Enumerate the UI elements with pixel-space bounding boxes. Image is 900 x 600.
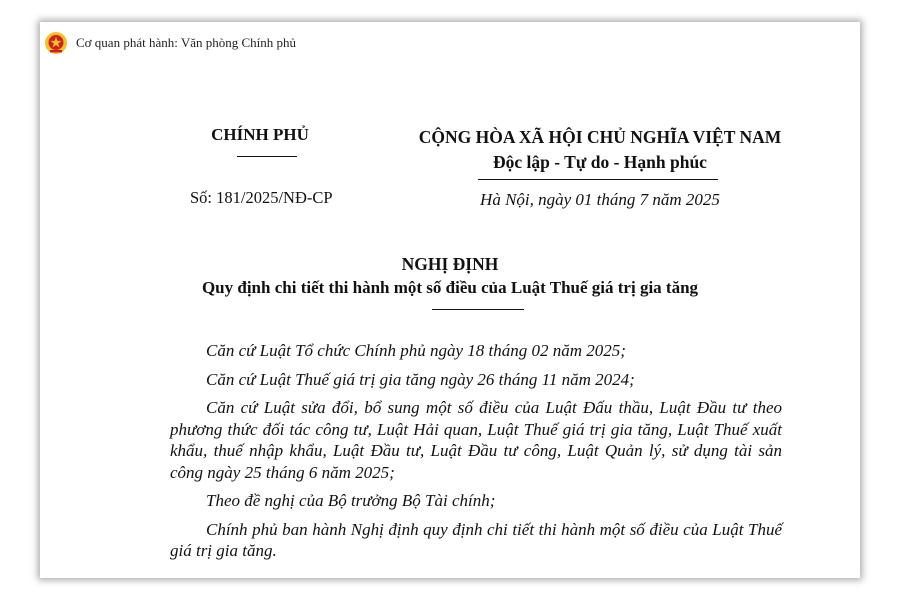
basis-paragraph: Theo đề nghị của Bộ trưởng Bộ Tài chính;	[206, 491, 496, 510]
legal-basis	[170, 340, 782, 569]
place-date: Hà Nội, ngày 01 tháng 7 năm 2025	[480, 190, 720, 209]
national-motto: Độc lập - Tự do - Hạnh phúc	[493, 152, 707, 172]
basis-paragraph: Căn cứ Luật Thuế giá trị gia tăng ngày 26 tháng 11 năm 2024;	[206, 369, 635, 389]
subject-underline	[432, 309, 524, 310]
basis-paragraph: Chính phủ ban hành Nghị định quy định chi tiết thi hành một số điều của Luật Thuế giá trị gia tăng.	[170, 519, 782, 560]
issuing-agency: CHÍNH PHỦ	[211, 125, 309, 144]
agency-underline	[237, 156, 297, 157]
document-type: NGHỊ ĐỊNH	[401, 254, 499, 274]
national-emblem-icon	[44, 31, 68, 55]
document-number: Số: 181/2025/NĐ-CP	[190, 188, 333, 207]
basis-paragraph: Căn cứ Luật sửa đổi, bổ sung một số điều của Luật Đấu thầu, Luật Đầu tư theo phương thức đối tác công tư, Luật Hải quan, Luật Thuế giá trị gia tăng, Luật Thuế xuất khẩu, thuế nhập khẩu, Luật Đầu tư, Luật Đầu tư công, Luật Quản lý, sử dụng tài sản công ngày 25 tháng 6 năm 2025;	[170, 398, 782, 482]
motto-underline	[478, 179, 718, 180]
document-page	[40, 22, 860, 578]
issuer-bar	[44, 30, 296, 56]
document-subject: Quy định chi tiết thi hành một số điều của Luật Thuế giá trị gia tăng	[201, 278, 699, 297]
nation-name: CỘNG HÒA XÃ HỘI CHỦ NGHĨA VIỆT NAM	[418, 127, 782, 147]
basis-paragraph: Căn cứ Luật Tổ chức Chính phủ ngày 18 tháng 02 năm 2025;	[206, 341, 626, 360]
national-heading	[405, 125, 795, 175]
issuer-label: Cơ quan phát hành: Văn phòng Chính phủ	[76, 35, 297, 50]
